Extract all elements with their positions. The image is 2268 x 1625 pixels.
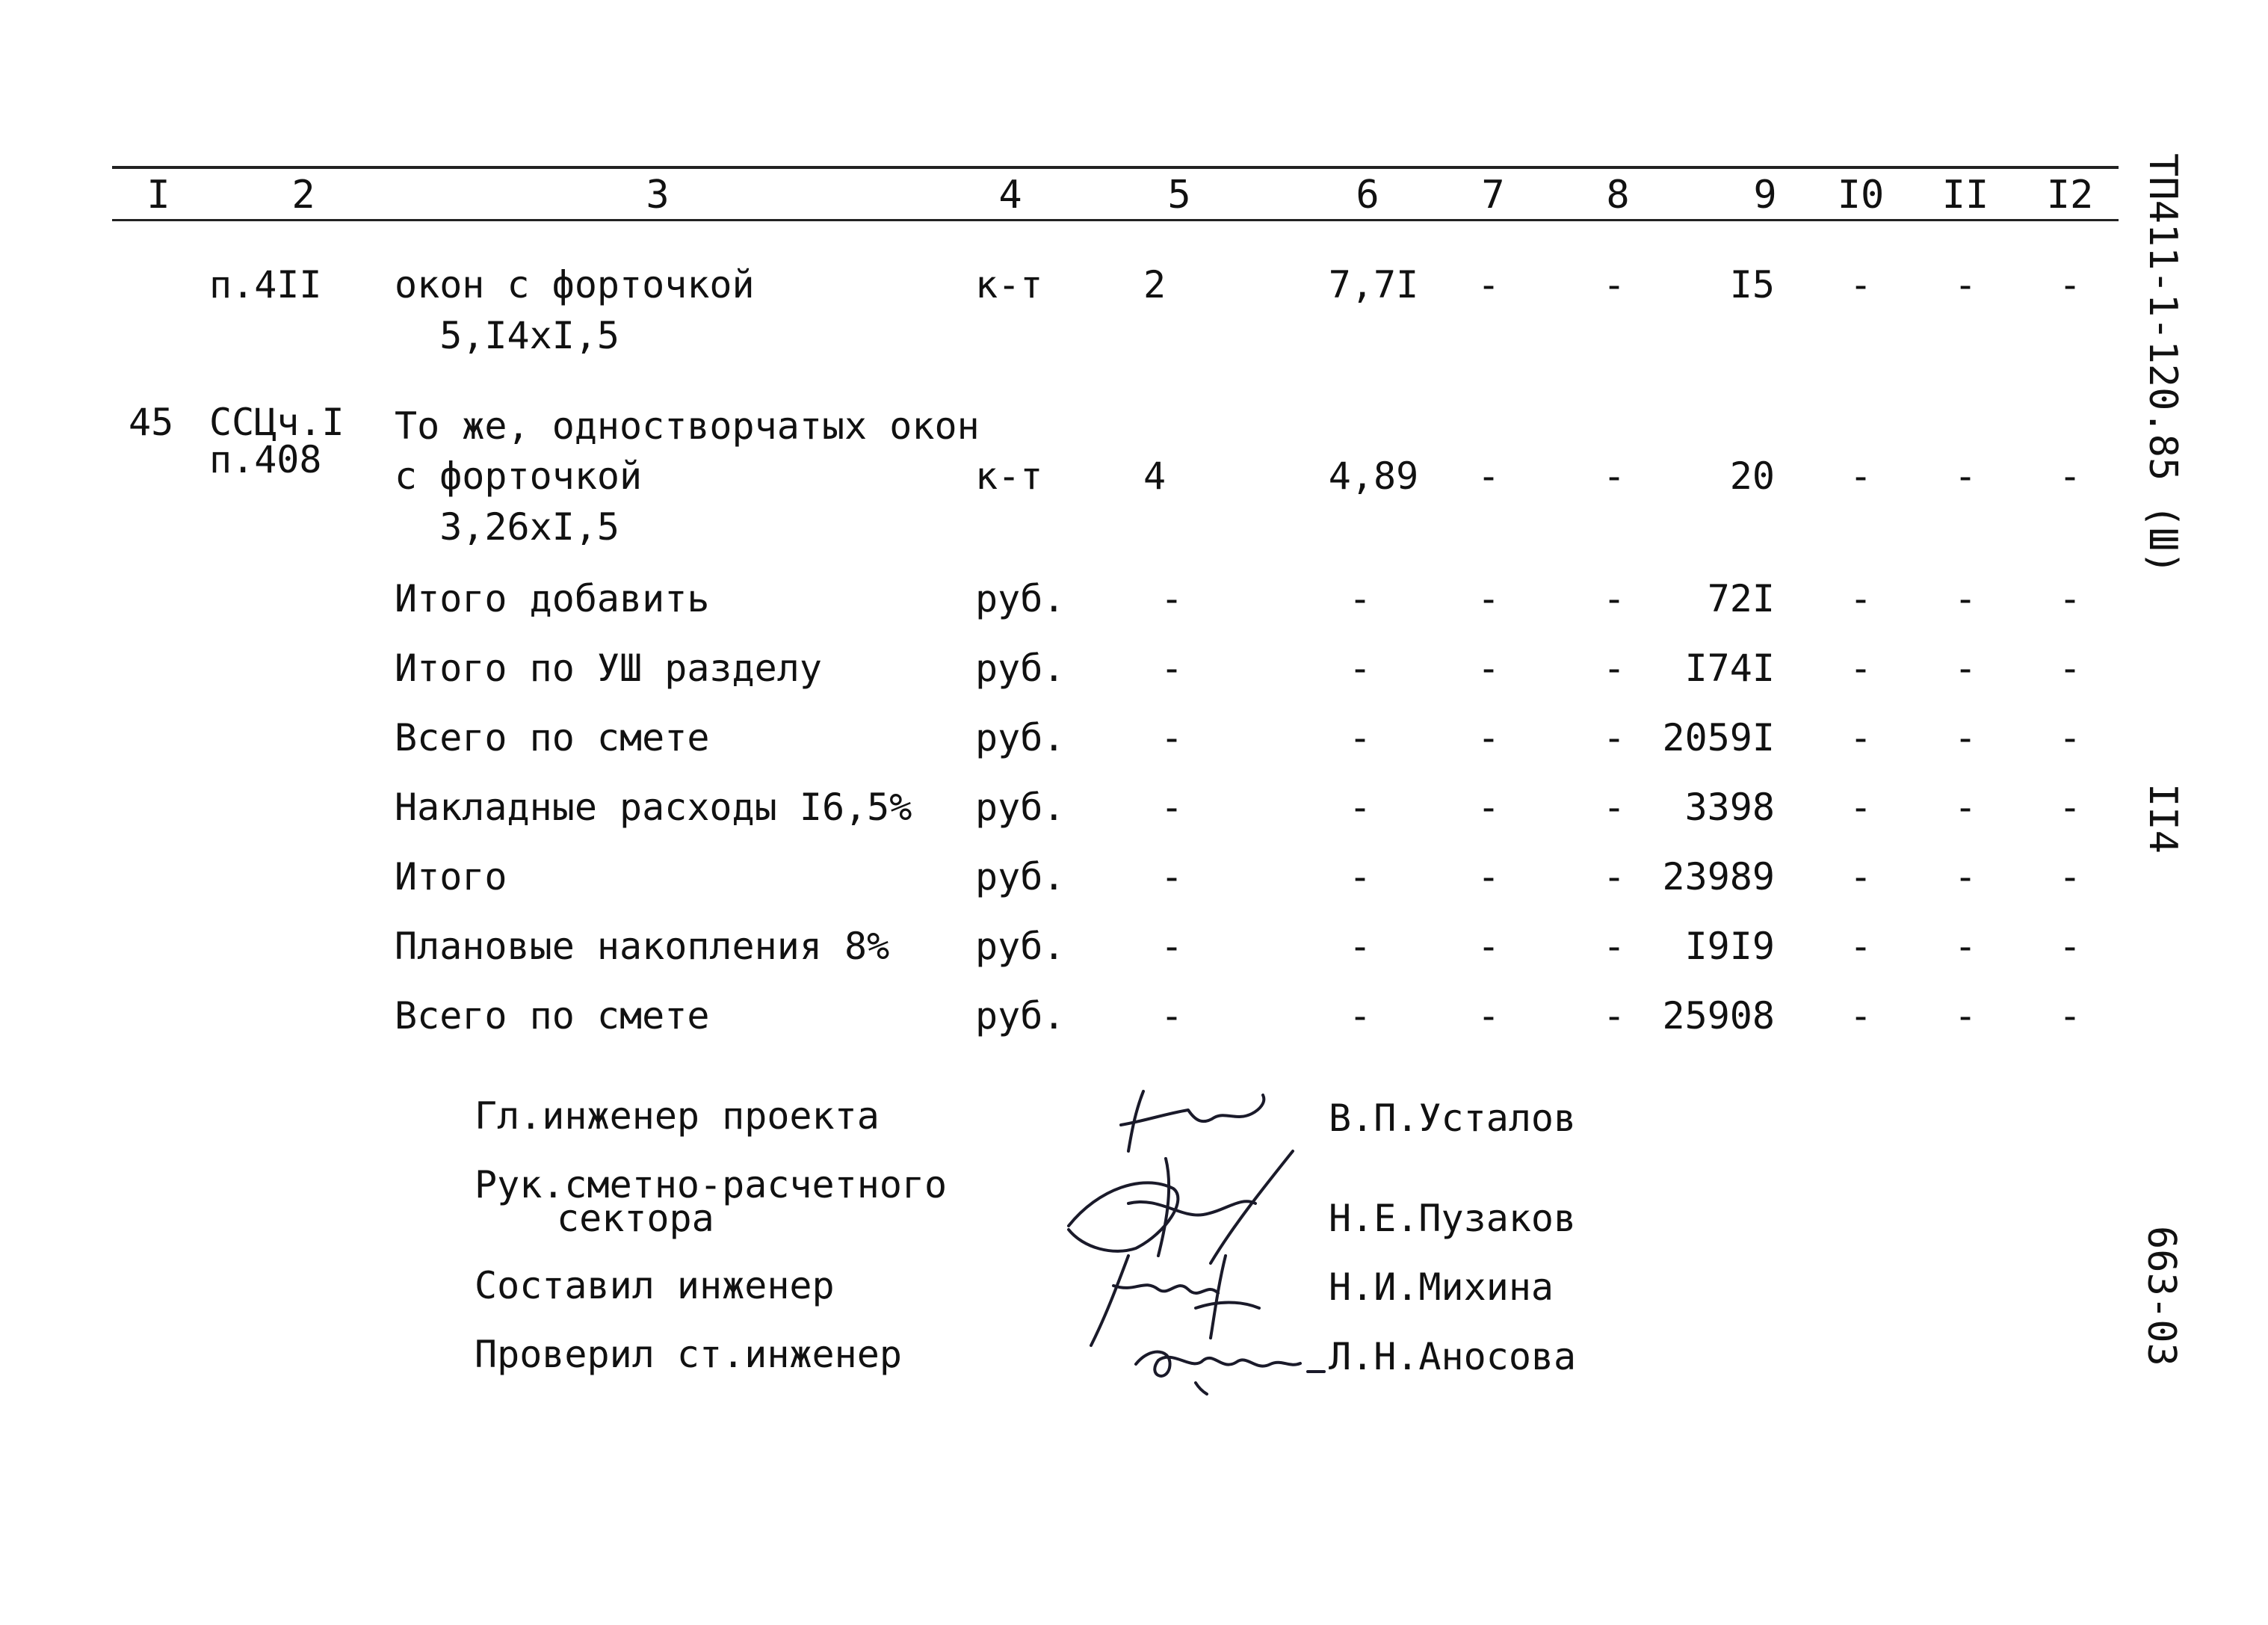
row-ref: ССЦч.I	[209, 401, 344, 444]
header-col-4: 4	[998, 173, 1022, 218]
archive-code: 663-03	[2139, 1226, 2184, 1366]
page-number: II4	[2140, 783, 2185, 854]
signatory-name: Н.Е.Пузаков	[1329, 1197, 1577, 1240]
row-desc: 3,26xI,5	[395, 505, 620, 549]
row-total: 72I	[1707, 577, 1775, 620]
row-c12: -	[2058, 925, 2082, 968]
row-ref: п.4II	[209, 263, 322, 306]
header-col-12: I2	[2046, 173, 2094, 218]
row-total: 3398	[1684, 786, 1775, 829]
row-desc: То же, одностворчатых окон	[395, 404, 980, 448]
row-c12: -	[2058, 855, 2082, 898]
row-c11: -	[1953, 454, 1977, 498]
table-top-rule	[112, 166, 2119, 169]
row-desc: Итого добавить	[395, 577, 710, 620]
row-c8: -	[1602, 647, 1626, 690]
row-qty: -	[1160, 925, 1184, 968]
row-price: -	[1348, 716, 1372, 759]
row-ref: п.408	[209, 438, 322, 481]
row-c7: -	[1477, 454, 1501, 498]
row-number: 45	[129, 401, 174, 444]
row-unit: руб.	[975, 716, 1066, 759]
signatory-name: В.П.Усталов	[1329, 1097, 1577, 1140]
header-col-9: 9	[1753, 173, 1777, 218]
header-col-7: 7	[1481, 173, 1505, 218]
row-desc: Всего по смете	[395, 716, 710, 759]
row-c10: -	[1849, 786, 1873, 829]
row-c11: -	[1953, 855, 1977, 898]
row-c7: -	[1477, 925, 1501, 968]
row-desc: 5,I4xI,5	[395, 314, 620, 357]
row-c8: -	[1602, 577, 1626, 620]
row-unit: к-т	[975, 454, 1043, 498]
row-price: 7,7I	[1328, 263, 1419, 306]
row-price: -	[1348, 647, 1372, 690]
document-code: ТП411-1-120.85 (Ш)	[2140, 153, 2185, 575]
signatory-name: Н.И.Михина	[1329, 1265, 1554, 1309]
row-c12: -	[2058, 994, 2082, 1037]
row-total: I74I	[1684, 647, 1775, 690]
row-c8: -	[1602, 925, 1626, 968]
signatory-name: Л.Н.Аносова	[1329, 1335, 1577, 1378]
row-c7: -	[1477, 855, 1501, 898]
row-qty: -	[1160, 786, 1184, 829]
row-unit: руб.	[975, 994, 1066, 1037]
signatory-role: Рук.сметно-расчетного	[475, 1163, 948, 1206]
row-desc: с форточкой	[395, 454, 643, 498]
row-c12: -	[2058, 263, 2082, 306]
signatory-role: Проверил ст.инженер	[475, 1333, 902, 1376]
signatory-role: Составил инженер	[475, 1264, 835, 1307]
signature-anosova	[1128, 1330, 1330, 1398]
row-unit: руб.	[975, 786, 1066, 829]
row-c11: -	[1953, 263, 1977, 306]
row-desc: Плановые накопления 8%	[395, 925, 890, 968]
signatory-role: сектора	[557, 1197, 714, 1240]
header-col-8: 8	[1606, 173, 1630, 218]
row-c10: -	[1849, 994, 1873, 1037]
row-c12: -	[2058, 716, 2082, 759]
row-c10: -	[1849, 454, 1873, 498]
row-price: -	[1348, 925, 1372, 968]
header-col-6: 6	[1356, 173, 1379, 218]
row-total: 23989	[1662, 855, 1775, 898]
row-desc: Итого по УШ разделу	[395, 647, 822, 690]
row-unit: руб.	[975, 855, 1066, 898]
row-c12: -	[2058, 577, 2082, 620]
row-qty: 4	[1143, 454, 1167, 498]
row-c7: -	[1477, 577, 1501, 620]
row-unit: к-т	[975, 263, 1043, 306]
row-qty: -	[1160, 647, 1184, 690]
row-c10: -	[1849, 647, 1873, 690]
row-c11: -	[1953, 786, 1977, 829]
row-unit: руб.	[975, 647, 1066, 690]
header-bottom-rule	[112, 219, 2119, 221]
row-c7: -	[1477, 786, 1501, 829]
signatory-role: Гл.инженер проекта	[475, 1094, 880, 1138]
row-c7: -	[1477, 263, 1501, 306]
row-c10: -	[1849, 577, 1873, 620]
row-total: 20	[1729, 454, 1775, 498]
row-qty: -	[1160, 994, 1184, 1037]
row-qty: -	[1160, 577, 1184, 620]
row-desc: Накладные расходы I6,5%	[395, 786, 912, 829]
row-total: I5	[1729, 263, 1775, 306]
row-qty: -	[1160, 855, 1184, 898]
row-c10: -	[1849, 263, 1873, 306]
row-c7: -	[1477, 716, 1501, 759]
row-c10: -	[1849, 855, 1873, 898]
row-unit: руб.	[975, 577, 1066, 620]
row-c10: -	[1849, 716, 1873, 759]
header-col-5: 5	[1167, 173, 1191, 218]
row-price: -	[1348, 994, 1372, 1037]
row-c10: -	[1849, 925, 1873, 968]
row-c8: -	[1602, 454, 1626, 498]
row-qty: -	[1160, 716, 1184, 759]
row-total: 25908	[1662, 994, 1775, 1037]
row-c11: -	[1953, 647, 1977, 690]
row-c8: -	[1602, 786, 1626, 829]
header-col-3: 3	[646, 173, 670, 218]
header-col-2: 2	[291, 173, 315, 218]
row-unit: руб.	[975, 925, 1066, 968]
row-desc: окон с форточкой	[395, 263, 755, 306]
row-c12: -	[2058, 786, 2082, 829]
row-c7: -	[1477, 647, 1501, 690]
header-col-1: I	[146, 173, 170, 218]
row-desc: Всего по смете	[395, 994, 710, 1037]
row-total: 2059I	[1662, 716, 1775, 759]
row-price: -	[1348, 855, 1372, 898]
row-c8: -	[1602, 716, 1626, 759]
header-col-10: I0	[1837, 173, 1885, 218]
row-total: I9I9	[1684, 925, 1775, 968]
row-c11: -	[1953, 716, 1977, 759]
row-c12: -	[2058, 454, 2082, 498]
row-c8: -	[1602, 994, 1626, 1037]
row-c11: -	[1953, 994, 1977, 1037]
row-c7: -	[1477, 994, 1501, 1037]
row-price: -	[1348, 577, 1372, 620]
row-c11: -	[1953, 925, 1977, 968]
row-desc: Итого	[395, 855, 507, 898]
row-c8: -	[1602, 263, 1626, 306]
row-price: -	[1348, 786, 1372, 829]
row-c11: -	[1953, 577, 1977, 620]
row-qty: 2	[1143, 263, 1167, 306]
row-c12: -	[2058, 647, 2082, 690]
header-col-11: II	[1941, 173, 1989, 218]
row-c8: -	[1602, 855, 1626, 898]
row-price: 4,89	[1328, 454, 1419, 498]
